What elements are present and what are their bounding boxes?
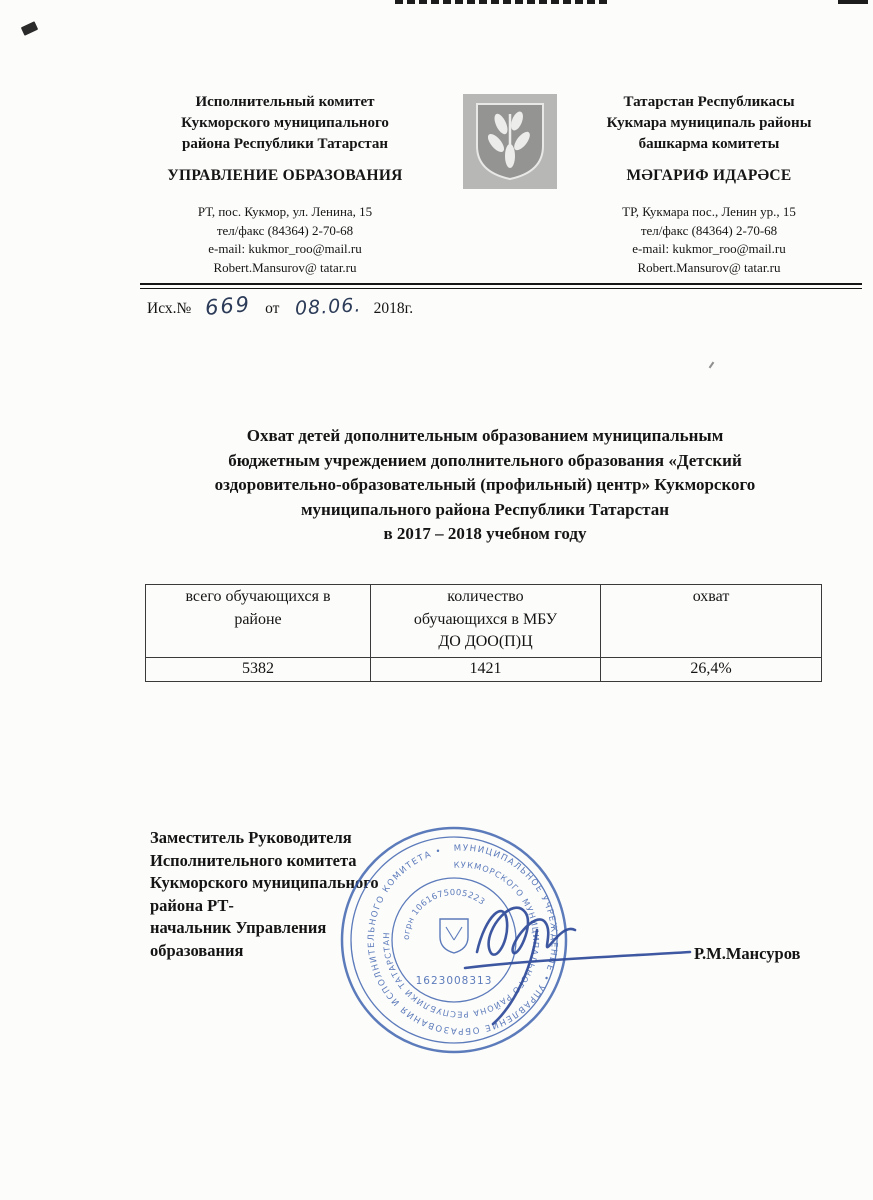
position-line: образования [150,940,244,960]
stamp-inner-ring-text: КУКМОРСКОГО МУНИЦИПАЛЬНОГО РАЙОНА РЕСПУБЛИКИ ТАТАРСТАН [381,859,542,1020]
letterhead-russian [140,92,430,277]
org-line: Кукморского муниципального [181,115,389,131]
scan-artifact-tick [709,362,715,369]
address-line: Robert.Mansurov@ tatar.ru [213,259,357,275]
table-header-coverage [601,585,822,658]
cell-coverage-percent: 26,4% [601,658,822,682]
title-line: муниципального района Республики Татарстан [300,499,670,519]
header-line: всего обучающихся в [185,588,331,605]
ref-date-handwritten: 08.06. [294,294,363,320]
coat-of-arms-icon [463,94,557,189]
document-title [100,424,870,547]
address-line: РТ, пос. Кукмор, ул. Ленина, 15 [197,204,373,219]
title-line: бюджетным учреждением дополнительного образования «Детский [228,450,742,470]
ref-year: 2018г. [373,300,414,317]
table-header-row [146,585,822,658]
letterhead-divider [140,283,862,289]
outgoing-ref-line [147,294,413,318]
position-line: Заместитель Руководителя [150,828,352,847]
address-line: e-mail: kukmor_roo@mail.ru [208,241,362,256]
header-line: районе [234,610,282,628]
address-line: ТР, Кукмара пос., Ленин ур., 15 [622,204,796,219]
table-header-mbu-students [371,585,601,658]
scan-artifact-corner [21,21,38,35]
address-line: тел/факс (84364) 2-70-68 [640,222,778,238]
header-line: ДО ДОО(П)Ц [438,633,533,650]
ref-prefix: Исх.№ [147,300,192,317]
position-line: Исполнительного комитета [150,850,357,870]
department-name-tatar: МӘГАРИФ ИДАРӘСЕ [626,167,792,184]
title-line: в 2017 – 2018 учебном году [383,524,587,543]
position-line: района РТ- [150,895,234,915]
address-russian [140,203,430,277]
header-line: обучающихся в МБУ [413,610,558,628]
scan-artifact-dashes [395,0,607,4]
title-line: Охват детей дополнительным образованием муниципальным [246,426,724,445]
org-line: района Республики Татарстан [182,136,388,152]
address-line: тел/факс (84364) 2-70-68 [216,222,354,238]
header-line: охват [692,588,730,605]
letterhead-tatar [556,92,862,277]
address-line: e-mail: kukmor_roo@mail.ru [632,241,786,256]
stamp-ogrn-text: огрн 1061675005223 [400,886,488,941]
org-line: Кукмара муниципаль районы [606,115,812,131]
org-line: Татарстан Республикасы [623,94,795,110]
table-header-total-students [146,585,371,658]
address-tatar [556,203,862,277]
ref-number-handwritten: 669 [204,292,253,320]
ref-ot-label: от [265,300,280,317]
org-line: башкарма комитеты [638,136,780,152]
stamp-outer-ring-text: МУНИЦИПАЛЬНОЕ УЧРЕЖДЕНИЕ • УПРАВЛЕНИЕ ОБРАЗОВАНИЯ ИСПОЛНИТЕЛЬНОГО КОМИТЕТА • [366,843,559,1036]
org-line: Исполнительный комитет [195,94,375,110]
header-line: количество [447,588,524,605]
signatory-name: Р.М.Мансуров [694,944,801,963]
coverage-table [145,584,822,682]
cell-total-students: 5382 [146,658,371,682]
position-line: Кукморского муниципального [150,873,379,892]
org-name-russian [140,92,430,155]
scan-artifact-dash [838,0,868,4]
department-name-russian: УПРАВЛЕНИЕ ОБРАЗОВАНИЯ [167,167,403,184]
cell-mbu-students: 1421 [371,658,601,682]
handwritten-signature [447,868,707,1033]
title-line: оздоровительно-образовательный (профильный) центр» Кукморского [214,475,756,494]
position-line: начальник Управления [150,918,327,937]
table-data-row [146,658,822,682]
org-name-tatar [556,92,862,155]
stamp-inn-text: 1623008313 [415,975,493,987]
address-line: Robert.Mansurov@ tatar.ru [637,259,781,275]
